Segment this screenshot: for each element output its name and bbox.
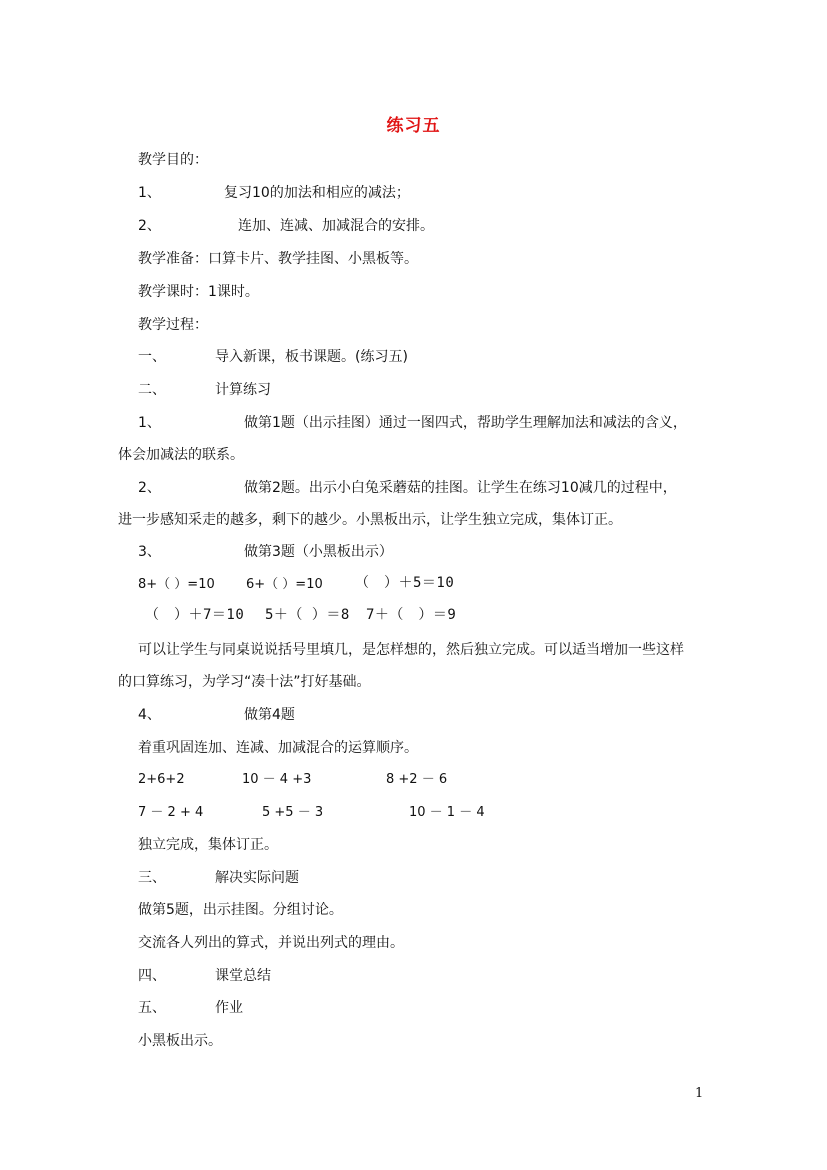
practice-3-note: 可以让学生与同桌说说括号里填几，是怎样想的，然后独立完成。可以适当增加一些这样 <box>138 642 684 658</box>
goal-item-2 <box>138 216 434 236</box>
practice-4-note: 着重巩固连加、连减、加减混合的运算顺序。 <box>138 740 418 756</box>
section-5-line-1: 小黑板出示。 <box>138 1033 222 1049</box>
exercise-3-expression: （ ）＋5＝10 <box>355 575 455 591</box>
section-3 <box>138 868 299 888</box>
exercise-3-expression: 8+（ ）=10 <box>138 577 215 592</box>
section-1 <box>138 347 408 367</box>
practice-3-number: 3、 <box>138 544 161 560</box>
practice-4-number: 4、 <box>138 707 161 723</box>
goal-item-2-text: 连加、连减、加减混合的安排。 <box>238 218 434 234</box>
exercise-4-expression: 5 +5 － 3 <box>262 805 324 820</box>
section-3-text: 解决实际问题 <box>215 870 299 886</box>
practice-4-end: 独立完成，集体订正。 <box>138 837 278 853</box>
exercise-4-expression: 8 +2 － 6 <box>386 772 448 787</box>
section-2-number: 二、 <box>138 382 166 398</box>
practice-4-text: 做第4题 <box>244 707 295 723</box>
process-heading: 教学过程： <box>138 317 208 333</box>
section-3-number: 三、 <box>138 870 166 886</box>
exercise-3-expression: 5＋（ ）＝8 <box>265 607 350 623</box>
practice-3 <box>138 542 393 562</box>
practice-2-text: 做第2题。出示小白兔采蘑菇的挂图。让学生在练习10减几的过程中， <box>244 480 677 496</box>
section-3-line-1: 做第5题，出示挂图。分组讨论。 <box>138 902 343 918</box>
exercise-4-expression: 10 － 4 +3 <box>242 772 312 787</box>
section-5-number: 五、 <box>138 1000 166 1016</box>
goal-item-2-number: 2、 <box>138 218 161 234</box>
section-5-text: 作业 <box>215 1000 243 1016</box>
goal-item-1-text: 复习10的加法和相应的减法； <box>224 185 410 201</box>
page-title: 练习五 <box>386 116 441 136</box>
practice-2-number: 2、 <box>138 480 161 496</box>
section-5 <box>138 998 243 1018</box>
exercise-4-expression: 7 － 2 + 4 <box>138 805 204 820</box>
practice-4 <box>138 705 295 725</box>
goal-item-1 <box>138 183 410 203</box>
exercise-3-expression: 7＋（ ）＝9 <box>366 607 457 623</box>
practice-2-continuation: 进一步感知采走的越多，剩下的越少。小黑板出示，让学生独立完成，集体订正。 <box>118 512 622 528</box>
practice-1-continuation: 体会加减法的联系。 <box>118 447 244 463</box>
section-4-number: 四、 <box>138 968 166 984</box>
section-2-text: 计算练习 <box>215 382 271 398</box>
practice-1 <box>138 413 687 433</box>
practice-3-text: 做第3题（小黑板出示） <box>244 544 393 560</box>
section-2 <box>138 380 271 400</box>
exercise-3-expression: 6+（ ）=10 <box>246 577 323 592</box>
exercise-4-expression: 10 － 1 － 4 <box>409 805 485 820</box>
practice-1-number: 1、 <box>138 415 161 431</box>
practice-3-note-continuation: 的口算练习，为学习“凑十法”打好基础。 <box>118 674 371 690</box>
section-4 <box>138 966 271 986</box>
goal-heading: 教学目的： <box>138 152 208 168</box>
section-1-number: 一、 <box>138 349 166 365</box>
preparation-line: 教学准备：口算卡片、教学挂图、小黑板等。 <box>138 251 418 267</box>
practice-1-text: 做第1题（出示挂图）通过一图四式，帮助学生理解加法和减法的含义， <box>244 415 687 431</box>
hours-line: 教学课时：1课时。 <box>138 284 259 300</box>
page-number: 1 <box>695 1086 704 1101</box>
section-4-text: 课堂总结 <box>215 968 271 984</box>
exercise-3-expression: （ ）＋7＝10 <box>145 607 245 623</box>
section-1-text: 导入新课，板书课题。(练习五) <box>215 349 408 365</box>
practice-2 <box>138 478 677 498</box>
section-3-line-2: 交流各人列出的算式，并说出列式的理由。 <box>138 935 404 951</box>
exercise-4-expression: 2+6+2 <box>138 772 185 787</box>
goal-item-1-number: 1、 <box>138 185 161 201</box>
